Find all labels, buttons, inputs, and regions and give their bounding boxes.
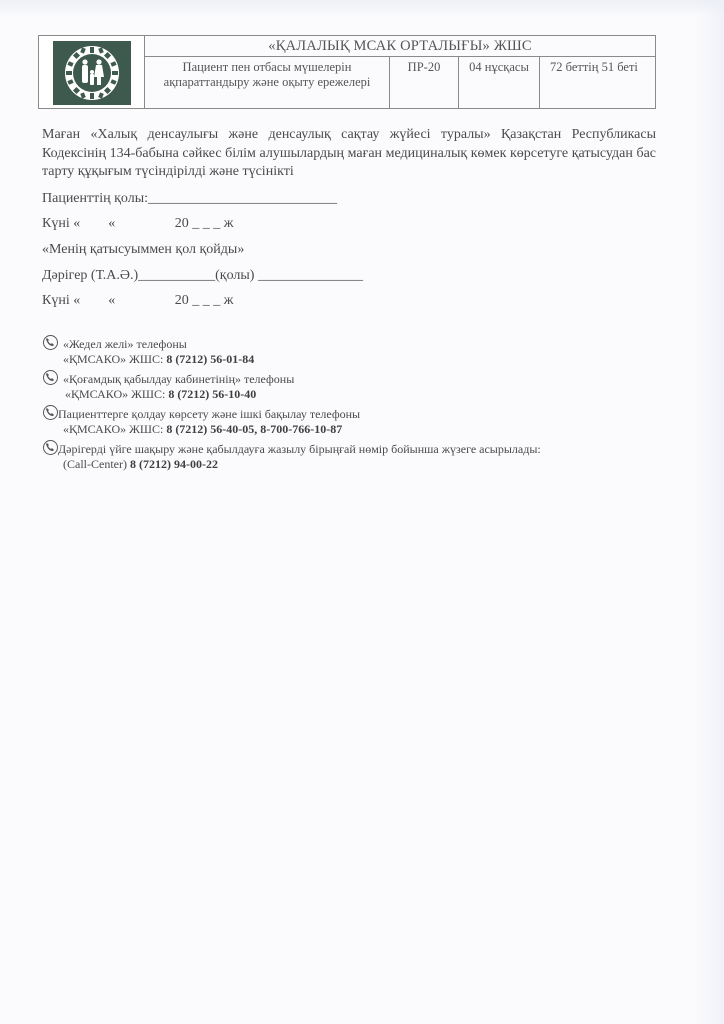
- contact-phone[interactable]: 8 (7212) 56-01-84: [166, 352, 255, 366]
- document-name: Пациент пен отбасы мүшелерін ақпараттандыру және оқыту ережелері: [145, 57, 390, 109]
- logo-cell: [39, 36, 145, 109]
- scan-edge-top: [0, 0, 724, 14]
- document-version: 04 нұсқасы: [459, 57, 540, 109]
- contact-org: «ҚМСАКО» ЖШС:: [63, 352, 167, 366]
- consent-paragraph: Маған «Халық денсаулығы және денсаулық сақтау жүйесі туралы» Қазақстан Республикасы Кодексінің 134-бабына сәйкес білім алушылардың маған медициналық көмек көрсетуге қатысудан бас тарту құқығым түсіндірілді және түсінікті: [42, 127, 656, 179]
- contact-org: (Call-Center): [63, 457, 130, 471]
- contact-patient-support: [43, 405, 643, 437]
- contact-phone[interactable]: 8 (7212) 56-40-05, 8-700-766-10-87: [166, 422, 343, 436]
- contact-title: «Қоғамдық қабылдау кабинетінің» телефоны: [63, 372, 295, 386]
- contact-call-center: [43, 440, 643, 472]
- contact-title: Пациенттерге қолдау көрсету және ішкі бақылау телефоны: [58, 407, 361, 421]
- contact-org: «ҚМСАКО» ЖШС:: [63, 422, 167, 436]
- patient-signature-line: Пациенттің қолы:___________________________: [42, 191, 338, 206]
- contact-title: Дәрігерді үйге шақыру және қабылдауға жазылу бірыңғай нөмір бойынша жүзеге асырылады:: [58, 442, 541, 456]
- contact-phone[interactable]: 8 (7212) 56-10-40: [168, 387, 257, 401]
- page-info: [540, 57, 656, 109]
- document-header-table: [38, 35, 656, 109]
- scan-edge-right: [694, 0, 724, 1024]
- contact-org: «ҚМСАКО» ЖШС:: [65, 387, 169, 401]
- organization-title: «ҚАЛАЛЫҚ МСАК ОРТАЛЫҒЫ» ЖШС: [145, 36, 656, 57]
- date-line-1: Күні « « 20 _ _ _ ж: [42, 216, 234, 231]
- page-info-text: 72 беттің 51 беті: [550, 60, 638, 74]
- contact-phone[interactable]: 8 (7212) 94-00-22: [129, 457, 218, 471]
- contact-hotline: [43, 335, 643, 367]
- family-in-circle-logo-icon: [53, 41, 131, 105]
- phone-icon: [43, 370, 58, 385]
- phone-icon: [43, 440, 58, 455]
- document-code: ПР-20: [390, 57, 459, 109]
- witness-statement: «Менің қатысуыммен қол қойды»: [42, 242, 245, 257]
- phone-icon: [43, 335, 58, 350]
- contact-title: «Жедел желі» телефоны: [63, 337, 187, 351]
- doctor-signature-line: Дәрігер (Т.А.Ә.)___________(қолы) _______________: [42, 268, 363, 283]
- date-line-2: Күні « « 20 _ _ _ ж: [42, 293, 234, 308]
- phone-icon: [43, 405, 58, 420]
- contact-list: [43, 335, 643, 472]
- contact-public-reception: [43, 370, 643, 402]
